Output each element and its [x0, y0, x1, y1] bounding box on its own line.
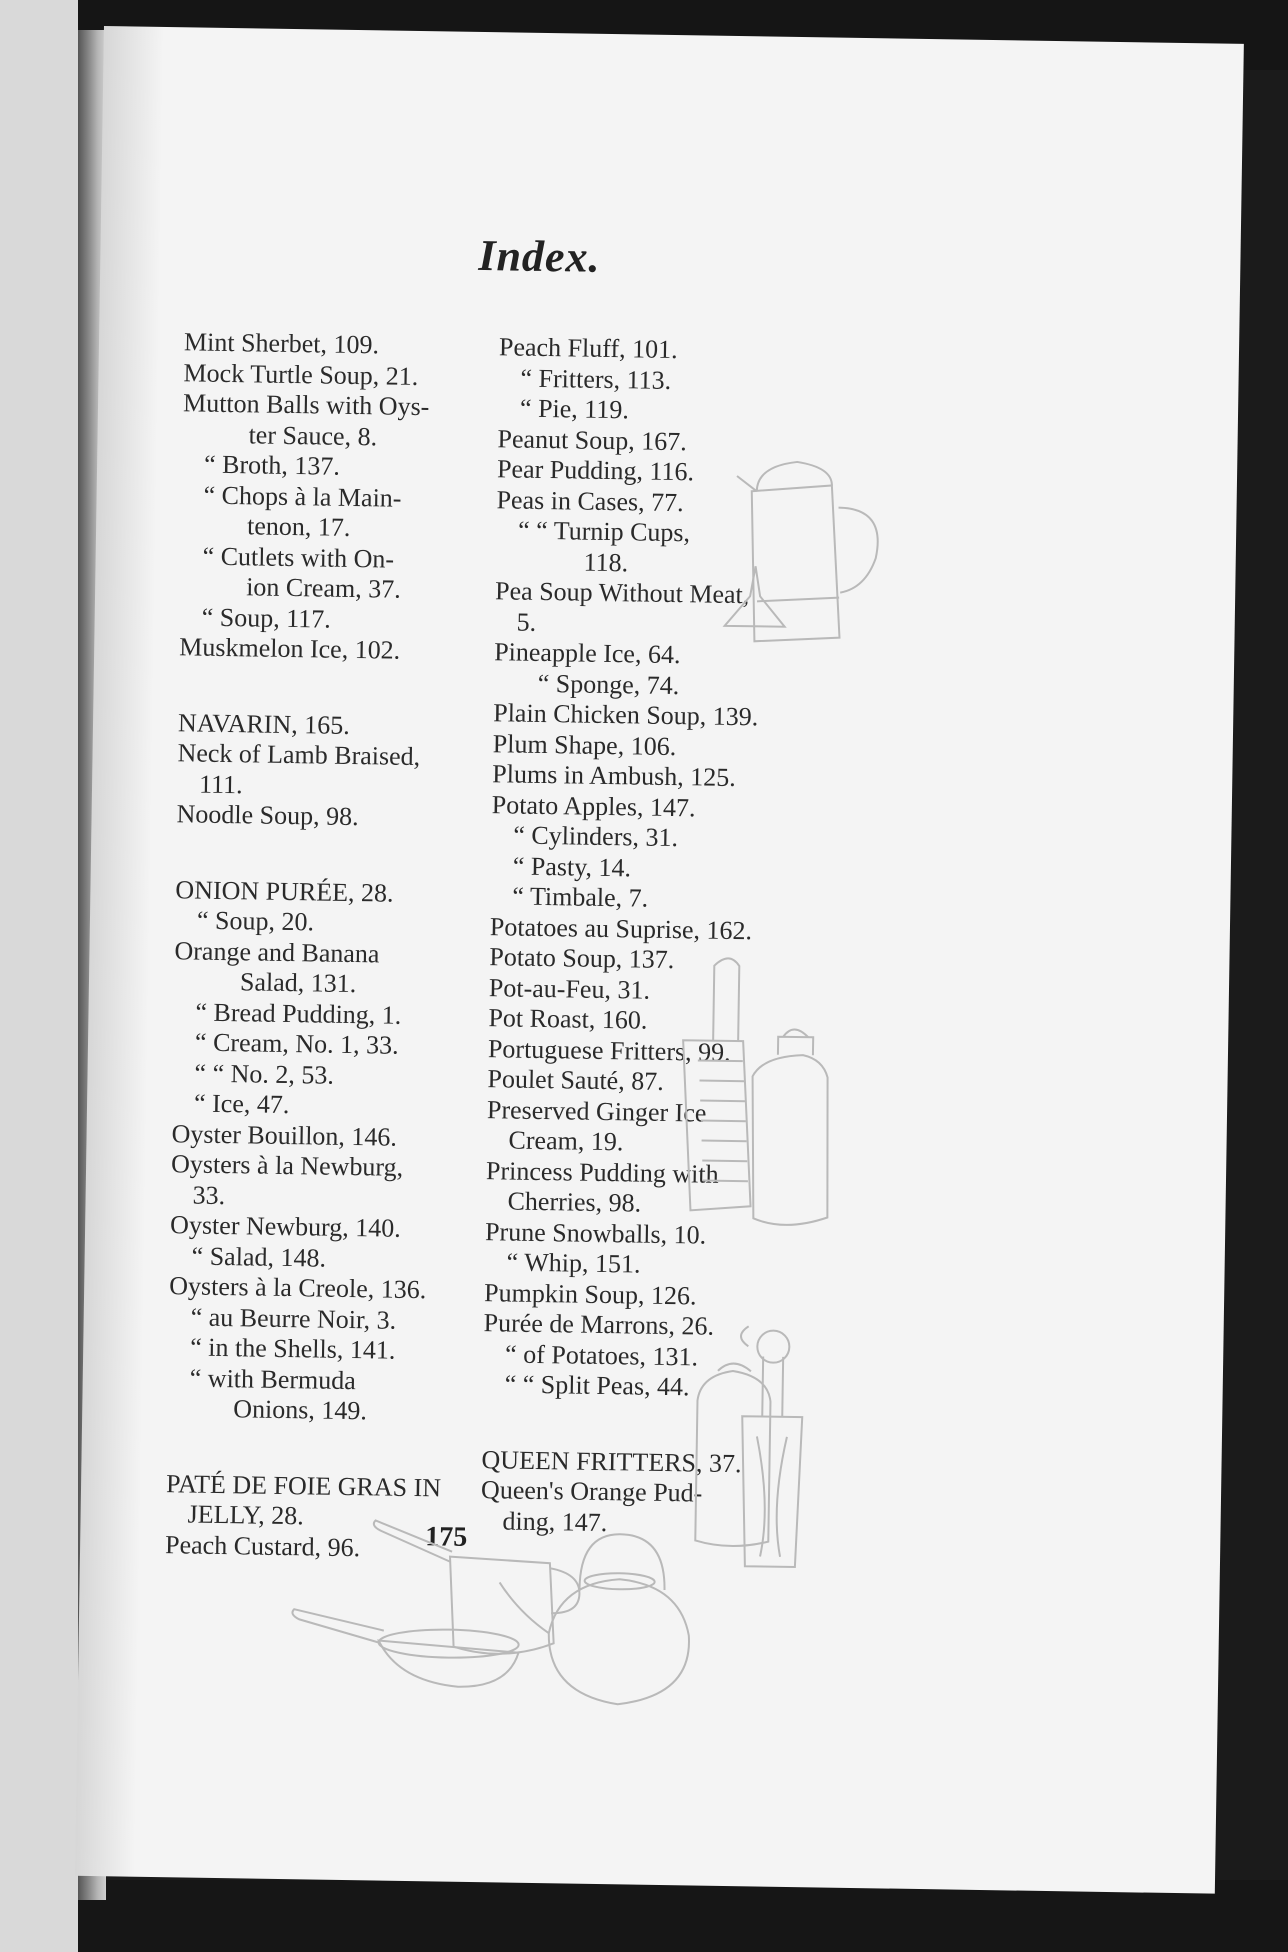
- index-entry: Purée de Marrons, 26.: [483, 1308, 715, 1341]
- index-entry: Mock Turtle Soup, 21.: [183, 357, 419, 391]
- index-entry: “ Soup, 117.: [201, 602, 331, 634]
- book-cover-edge: [0, 0, 78, 1952]
- index-entry: Mutton Balls with Oys-: [182, 388, 430, 422]
- page-number: 175: [425, 1521, 468, 1553]
- index-entry: “ Ice, 47.: [193, 1088, 290, 1120]
- index-entry: “ Soup, 20.: [196, 905, 315, 937]
- index-entry: “ “ No. 2, 53.: [194, 1058, 335, 1090]
- index-entry: “ “ Split Peas, 44.: [504, 1369, 690, 1402]
- jar-icon: [750, 1029, 830, 1226]
- index-entry: “ Chops à la Main-: [203, 480, 402, 513]
- index-entry: Orange and Banana: [174, 935, 380, 968]
- index-entry: “ Salad, 148.: [191, 1241, 327, 1273]
- index-entry: “ Broth, 137.: [203, 449, 341, 481]
- index-entry: Cherries, 98.: [507, 1186, 642, 1218]
- index-entry: Cream, 19.: [508, 1125, 624, 1157]
- index-entry: “ of Potatoes, 131.: [504, 1338, 699, 1371]
- index-entry: Potato Soup, 137.: [489, 942, 675, 975]
- kitchen-illustrations: [75, 26, 1244, 1894]
- index-entry: Portuguese Fritters, 99.: [487, 1033, 731, 1067]
- frying-pan-icon: [291, 1609, 519, 1688]
- index-entry: Pineapple Ice, 64.: [493, 637, 681, 670]
- index-entry: “ “ Turnip Cups,: [517, 515, 691, 548]
- index-entry: Pot Roast, 160.: [488, 1003, 648, 1035]
- index-entry: Preserved Ginger Ice: [486, 1094, 707, 1128]
- coffee-pot-icon: [734, 461, 879, 643]
- page-title: Index.: [478, 230, 601, 282]
- index-entry: Oysters à la Creole, 136.: [168, 1271, 427, 1305]
- index-entry: “ Cream, No. 1, 33.: [194, 1027, 399, 1060]
- index-entry: Oysters à la Newburg,: [170, 1149, 404, 1182]
- index-entry: “ Cylinders, 31.: [513, 820, 679, 853]
- index-entry: Peach Custard, 96.: [164, 1529, 361, 1562]
- index-entry: “ au Beurre Noir, 3.: [190, 1302, 397, 1335]
- index-entry: “ Timbale, 7.: [512, 881, 649, 913]
- index-entry: Poulet Sauté, 87.: [487, 1064, 664, 1096]
- index-entry: “ Sponge, 74.: [537, 668, 680, 700]
- index-entry: ion Cream, 37.: [245, 572, 401, 604]
- index-entry: Onions, 149.: [233, 1394, 368, 1426]
- index-entry: Pear Pudding, 116.: [496, 454, 695, 487]
- index-entry: Prune Snowballs, 10.: [484, 1216, 707, 1250]
- index-entry: Salad, 131.: [239, 967, 357, 999]
- index-entry: Potato Apples, 147.: [491, 789, 696, 822]
- index-entry: “ Bread Pudding, 1.: [195, 997, 402, 1030]
- kettle-icon: [498, 1532, 691, 1705]
- index-entry: Queen's Orange Pud-: [480, 1475, 703, 1508]
- index-entry: “ with Bermuda: [189, 1363, 357, 1395]
- index-entry: ter Sauce, 8.: [248, 419, 378, 451]
- index-entry: Noodle Soup, 98.: [176, 799, 359, 832]
- index-entry: 118.: [583, 547, 629, 577]
- index-entry: Princess Pudding with: [485, 1155, 719, 1189]
- index-entry: PATÉ DE FOIE GRAS IN: [165, 1468, 442, 1502]
- index-entry: QUEEN FRITTERS, 37.: [481, 1444, 742, 1478]
- index-entry: “ Fritters, 113.: [520, 363, 672, 395]
- index-entry: Peanut Soup, 167.: [497, 423, 688, 456]
- index-entry: 5.: [516, 607, 537, 637]
- index-entry: Muskmelon Ice, 102.: [179, 632, 401, 665]
- funnel-icon: [725, 566, 786, 627]
- grater-icon: [680, 958, 754, 1212]
- index-entry: ONION PURÉE, 28.: [175, 874, 394, 908]
- index-entry: ding, 147.: [502, 1505, 608, 1537]
- index-entry: NAVARIN, 165.: [177, 707, 350, 740]
- index-entry: “ Pasty, 14.: [512, 851, 632, 882]
- index-entry: Peach Fluff, 101.: [498, 332, 678, 365]
- index-entry: Plum Shape, 106.: [492, 728, 677, 761]
- index-entry: “ Pie, 119.: [519, 393, 630, 425]
- index-entry: Peas in Cases, 77.: [496, 484, 684, 517]
- index-entry: Plain Chicken Soup, 139.: [493, 698, 759, 732]
- index-entry: “ Whip, 151.: [506, 1247, 641, 1279]
- index-entry: Mint Sherbet, 109.: [183, 327, 380, 360]
- index-entry: “ Cutlets with On-: [202, 541, 395, 574]
- index-entry: Oyster Newburg, 140.: [169, 1210, 401, 1243]
- book-page: [75, 26, 1244, 1894]
- index-entry: Pumpkin Soup, 126.: [483, 1277, 697, 1310]
- index-entry: “ in the Shells, 141.: [190, 1332, 396, 1365]
- index-entry: Pea Soup Without Meat,: [494, 576, 750, 610]
- index-entry: Oyster Bouillon, 146.: [171, 1118, 398, 1152]
- index-entry: 33.: [192, 1180, 226, 1210]
- index-entry: JELLY, 28.: [187, 1499, 304, 1531]
- index-entry: tenon, 17.: [246, 511, 351, 542]
- index-entry: Plums in Ambush, 125.: [492, 759, 736, 793]
- index-entry: Neck of Lamb Braised,: [177, 738, 421, 772]
- index-entry: 111.: [198, 769, 243, 799]
- index-entry: Pot-au-Feu, 31.: [488, 972, 651, 1005]
- index-entry: Potatoes au Suprise, 162.: [489, 911, 753, 945]
